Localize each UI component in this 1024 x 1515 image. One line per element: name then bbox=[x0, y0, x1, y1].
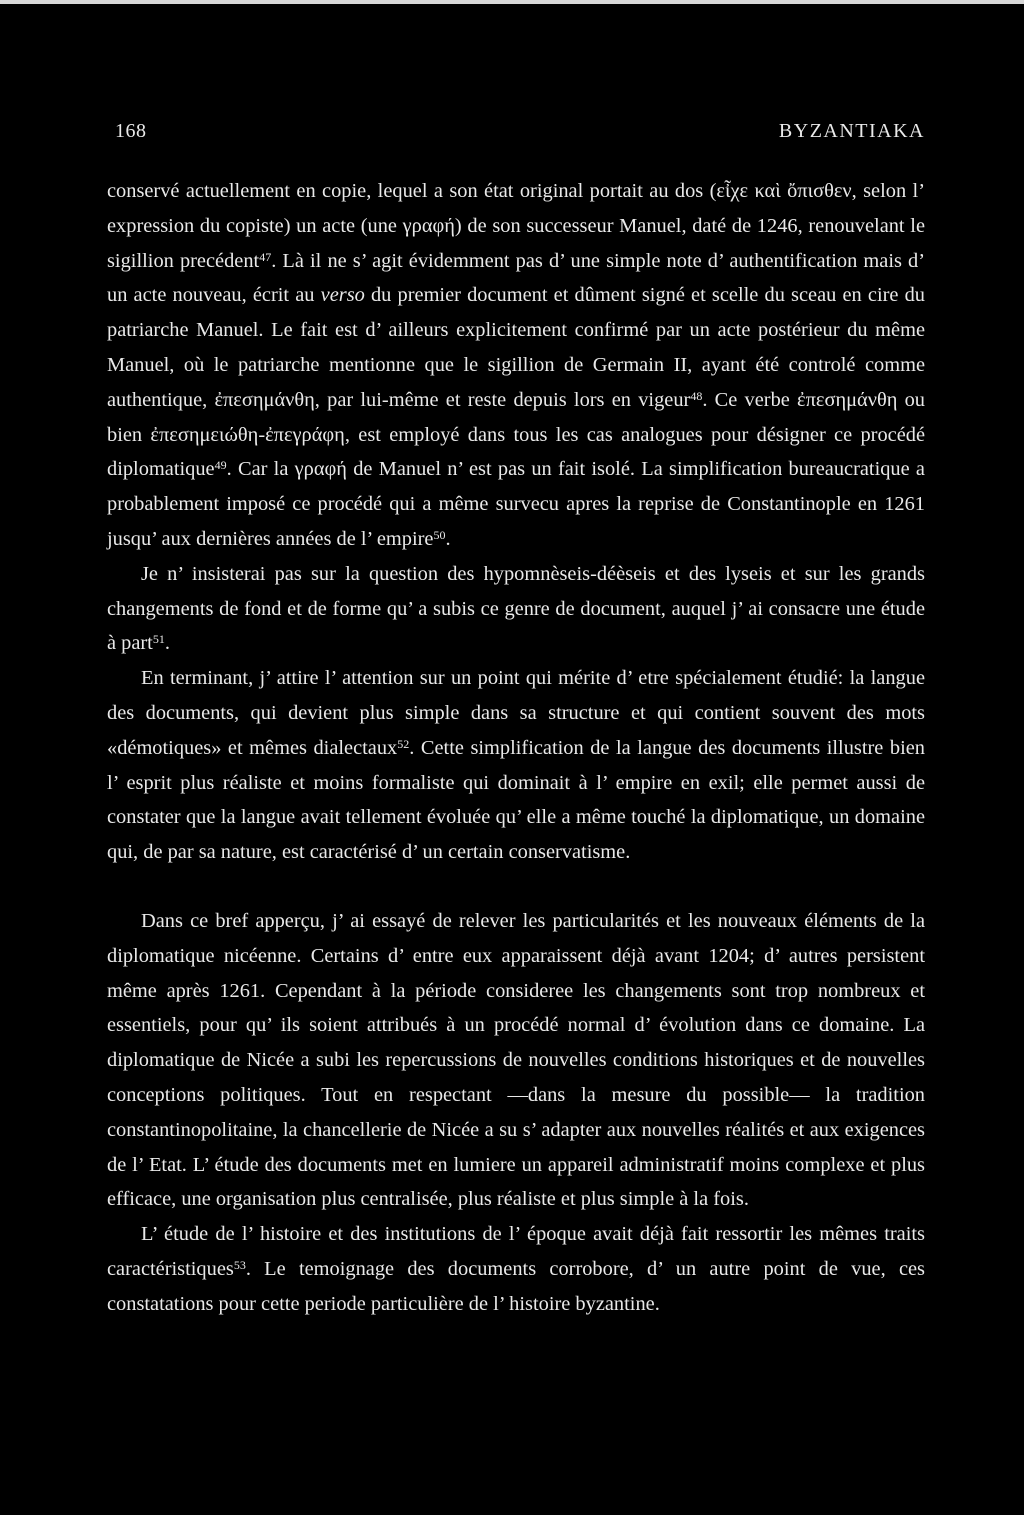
body-text bbox=[107, 174, 925, 1322]
paragraph bbox=[107, 904, 925, 1217]
text-run: . Le temoignage des documents corrobore, d’ un autre point de vue, ces constatations pour cette periode particulière de l’ histoire byzantine. bbox=[107, 1257, 925, 1315]
text-run: du premier document et dûment signé et scelle du sceau en cire du patriarche Manuel. Le fait est d’ ailleurs explicitement confirmé par un acte postérieur du même Manuel, où le patriarche mentionne que le sigillion de Germain II, ayant été controlé comme authentique, ἐπεσημάνθη, par lui-même et reste depuis lors en vigeur bbox=[107, 284, 926, 411]
italic-text: verso bbox=[320, 284, 365, 307]
text-run: . Ce verbe ἐπεσημάνθη ou bien ἐπεσημειώθη-ἐπεγράφη, est employé dans tous les cas analogues pour désigner ce procédé diplomatique bbox=[107, 388, 926, 481]
text-run: L’ étude de l’ histoire et des institutions de l’ époque avait déjà fait ressortir les mêmes traits caractéristiques bbox=[107, 1223, 925, 1280]
footnote-ref: 49 bbox=[214, 458, 227, 473]
text-run: . bbox=[164, 632, 170, 655]
text-run: Je n’ insisterai pas sur la question des hypomnèseis-déèseis et des lyseis et sur les grands changements de fond et de forme qu’ a subis ce genre de document, auquel j’ ai consacre une étude à part bbox=[107, 562, 925, 655]
paragraph bbox=[107, 174, 925, 557]
text-run: . bbox=[445, 527, 451, 550]
text-run: . Car la γραφή de Manuel n’ est pas un fait isolé. La simplification bureaucratique a probablement imposé ce procédé qui a même survecu apres la reprise de Constantinople en 1261 jusqu’ aux dernières années de l’ empire bbox=[107, 458, 925, 550]
footnote-ref: 53 bbox=[233, 1257, 246, 1272]
page-header bbox=[107, 120, 925, 150]
text-run: Dans ce bref apperçu, j’ ai essayé de relever les particularités et les nouveaux éléments de la diplomatique nicéenne. Certains d’ entre eux apparaissent déjà avant 1204; d’ autres persistent même après 1261. Cependant à la période consideree les changements sont trop nombreux et essentiels, pour qu’ ils soient attribués à un procédé normal d’ évolution dans ce domaine. La diplomatique de Nicée a subi les repercussions de nouvelles conditions historiques et de nouvelles conceptions politiques. Tout en respectant —dans la mesure du possible— la tradition constantinopolitaine, la chancellerie de Nicée a su s’ adapter aux nouvelles réalités et aux exigences de l’ Etat. L’ étude des documents met en lumiere un appareil administratif moins complexe et plus efficace, une organisation plus centralisée, plus réaliste et plus simple à la fois. bbox=[107, 909, 925, 1211]
paragraph bbox=[107, 1217, 925, 1321]
footnote-ref: 47 bbox=[259, 249, 272, 264]
text-run: En terminant, j’ attire l’ attention sur un point qui mérite d’ etre spécialement étudié: la langue des documents, qui devient plus simple dans sa structure et qui contient souvent des mots «démotiques» et mêmes dialectaux bbox=[107, 667, 925, 759]
running-title: BYZANTIAKA bbox=[778, 120, 925, 142]
text-run: . Là il ne s’ agit évidemment pas d’ une simple note d’ authentification mais d’ un acte nouveau, écrit au bbox=[107, 249, 926, 307]
footnote-ref: 52 bbox=[397, 736, 410, 751]
footnote-ref: 50 bbox=[433, 527, 446, 542]
page-number: 168 bbox=[115, 120, 147, 142]
top-edge-rule bbox=[0, 0, 1024, 4]
paragraph bbox=[107, 661, 925, 870]
paragraph bbox=[107, 557, 925, 661]
footnote-ref: 48 bbox=[690, 388, 703, 403]
text-run: . Cette simplification de la langue des documents illustre bien l’ esprit plus réaliste et moins formaliste qui dominait à l’ empire en exil; elle permet aussi de constater que la langue avait tellement évoluée qu’ elle a même touché la diplomatique, un domaine qui, de par sa nature, est caractérisé d’ un certain conservatisme. bbox=[107, 736, 925, 864]
text-run: conservé actuellement en copie, lequel a son état original portait au dos (εἶχε καὶ ὄπισθεν, selon l’ expression du copiste) un acte (une γραφή) de son successeur Manuel, daté de 1246, renouvelant le sigillion precédent bbox=[107, 180, 925, 272]
footnote-ref: 51 bbox=[152, 632, 165, 647]
